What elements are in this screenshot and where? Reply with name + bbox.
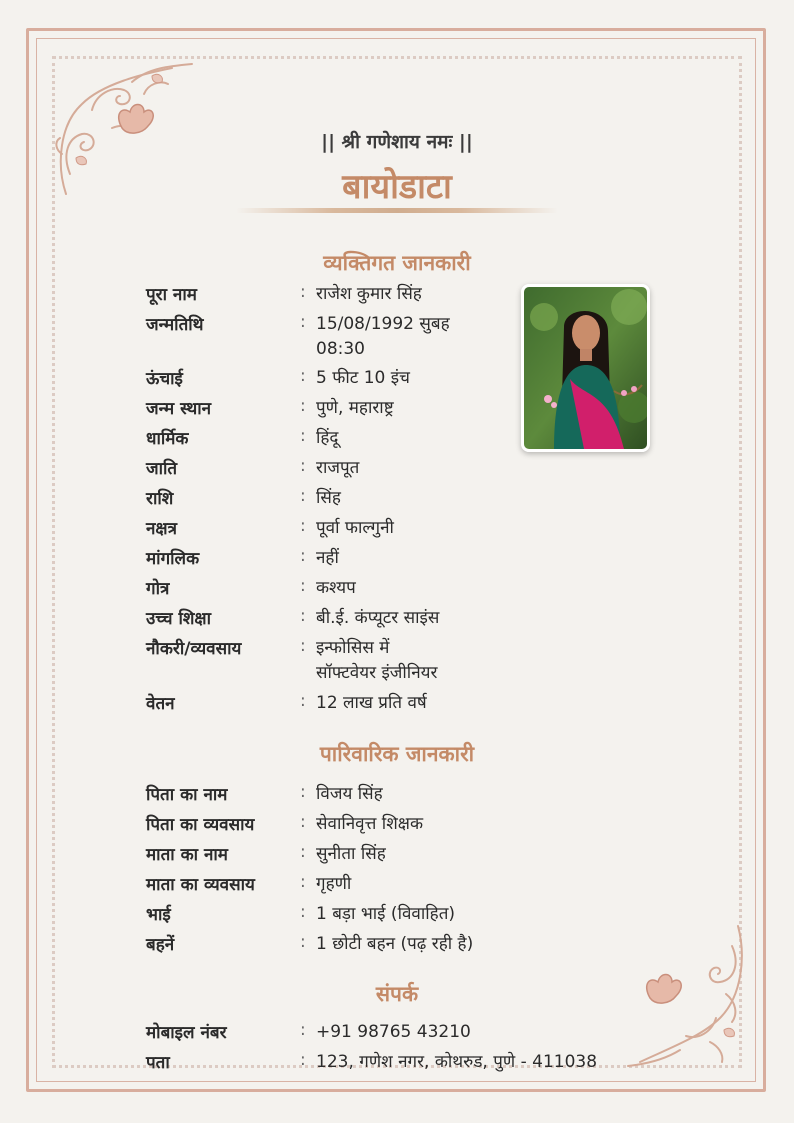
field-label: बहनें — [146, 935, 175, 955]
field-label: धार्मिक — [146, 429, 189, 449]
field-label: नौकरी/व्यवसाय — [146, 639, 242, 659]
field-label: गोत्र — [146, 579, 170, 599]
field-label: मांगलिक — [146, 549, 200, 569]
section-title-contact: संपर्क — [375, 982, 419, 1006]
field-label: पता — [146, 1053, 170, 1073]
field-value: राजपूत — [316, 458, 360, 478]
profile-photo — [521, 284, 650, 452]
section-title-personal: व्यक्तिगत जानकारी — [323, 251, 471, 275]
field-value-line: सॉफ्टवेयर इंजीनियर — [316, 663, 438, 683]
field-colon: : — [300, 396, 306, 416]
field-colon: : — [300, 842, 306, 862]
field-value: 1 छोटी बहन (पढ़ रही है) — [316, 934, 474, 954]
invocation-text: || श्री गणेशाय नमः || — [321, 131, 473, 153]
field-label: जन्मतिथि — [146, 315, 204, 335]
field-value: +91 98765 43210 — [316, 1022, 471, 1042]
title-underline — [236, 208, 558, 213]
field-colon: : — [300, 782, 306, 802]
page-title: बायोडाटा — [342, 167, 452, 207]
field-colon: : — [300, 282, 306, 302]
field-value — [316, 636, 437, 686]
field-label: पूरा नाम — [146, 285, 197, 305]
field-value: कश्यप — [316, 578, 356, 598]
field-value: हिंदू — [316, 428, 339, 448]
field-value: बी.ई. कंप्यूटर साइंस — [316, 608, 440, 628]
field-label: ऊंचाई — [146, 369, 183, 389]
field-value: पूर्वा फाल्गुनी — [316, 518, 394, 538]
field-value: 12 लाख प्रति वर्ष — [316, 693, 427, 713]
field-value-line: 08:30 — [316, 339, 365, 359]
field-colon: : — [300, 312, 306, 332]
field-value: नहीं — [316, 548, 339, 568]
field-label: माता का व्यवसाय — [146, 875, 255, 895]
field-value: सेवानिवृत्त शिक्षक — [316, 814, 423, 834]
field-label: जाति — [146, 459, 178, 479]
field-colon: : — [300, 932, 306, 952]
portrait-image-icon — [524, 287, 647, 449]
field-label: पिता का व्यवसाय — [146, 815, 255, 835]
field-value-line: इन्फोसिस में — [316, 638, 390, 658]
field-label: वेतन — [146, 694, 175, 714]
field-colon: : — [300, 691, 306, 711]
field-value: सुनीता सिंह — [316, 844, 386, 864]
field-value: 1 बड़ा भाई (विवाहित) — [316, 904, 456, 924]
field-label: मोबाइल नंबर — [146, 1023, 227, 1043]
field-label: राशि — [146, 489, 174, 509]
field-colon: : — [300, 366, 306, 386]
field-colon: : — [300, 1020, 306, 1040]
field-colon: : — [300, 606, 306, 626]
section-title-family: पारिवारिक जानकारी — [319, 742, 475, 766]
field-label: उच्च शिक्षा — [146, 609, 211, 629]
field-value: पुणे, महाराष्ट्र — [316, 398, 394, 418]
field-colon: : — [300, 426, 306, 446]
field-colon: : — [300, 516, 306, 536]
field-colon: : — [300, 872, 306, 892]
field-value — [316, 312, 450, 362]
field-colon: : — [300, 1050, 306, 1070]
field-value: सिंह — [316, 488, 341, 508]
field-label: भाई — [146, 905, 171, 925]
field-colon: : — [300, 546, 306, 566]
field-label: जन्म स्थान — [146, 399, 212, 419]
field-value: विजय सिंह — [316, 784, 383, 804]
field-value: 123, गणेश नगर, कोथरुड, पुणे - 411038 — [316, 1052, 598, 1072]
field-label: माता का नाम — [146, 845, 228, 865]
field-label: पिता का नाम — [146, 785, 228, 805]
field-colon: : — [300, 576, 306, 596]
field-colon: : — [300, 636, 306, 656]
field-colon: : — [300, 486, 306, 506]
field-value-line: 15/08/1992 सुबह — [316, 314, 450, 334]
field-value: गृहणी — [316, 874, 352, 894]
field-value: राजेश कुमार सिंह — [316, 284, 422, 304]
field-colon: : — [300, 812, 306, 832]
field-colon: : — [300, 456, 306, 476]
field-colon: : — [300, 902, 306, 922]
field-value: 5 फीट 10 इंच — [316, 368, 410, 388]
field-label: नक्षत्र — [146, 519, 178, 539]
